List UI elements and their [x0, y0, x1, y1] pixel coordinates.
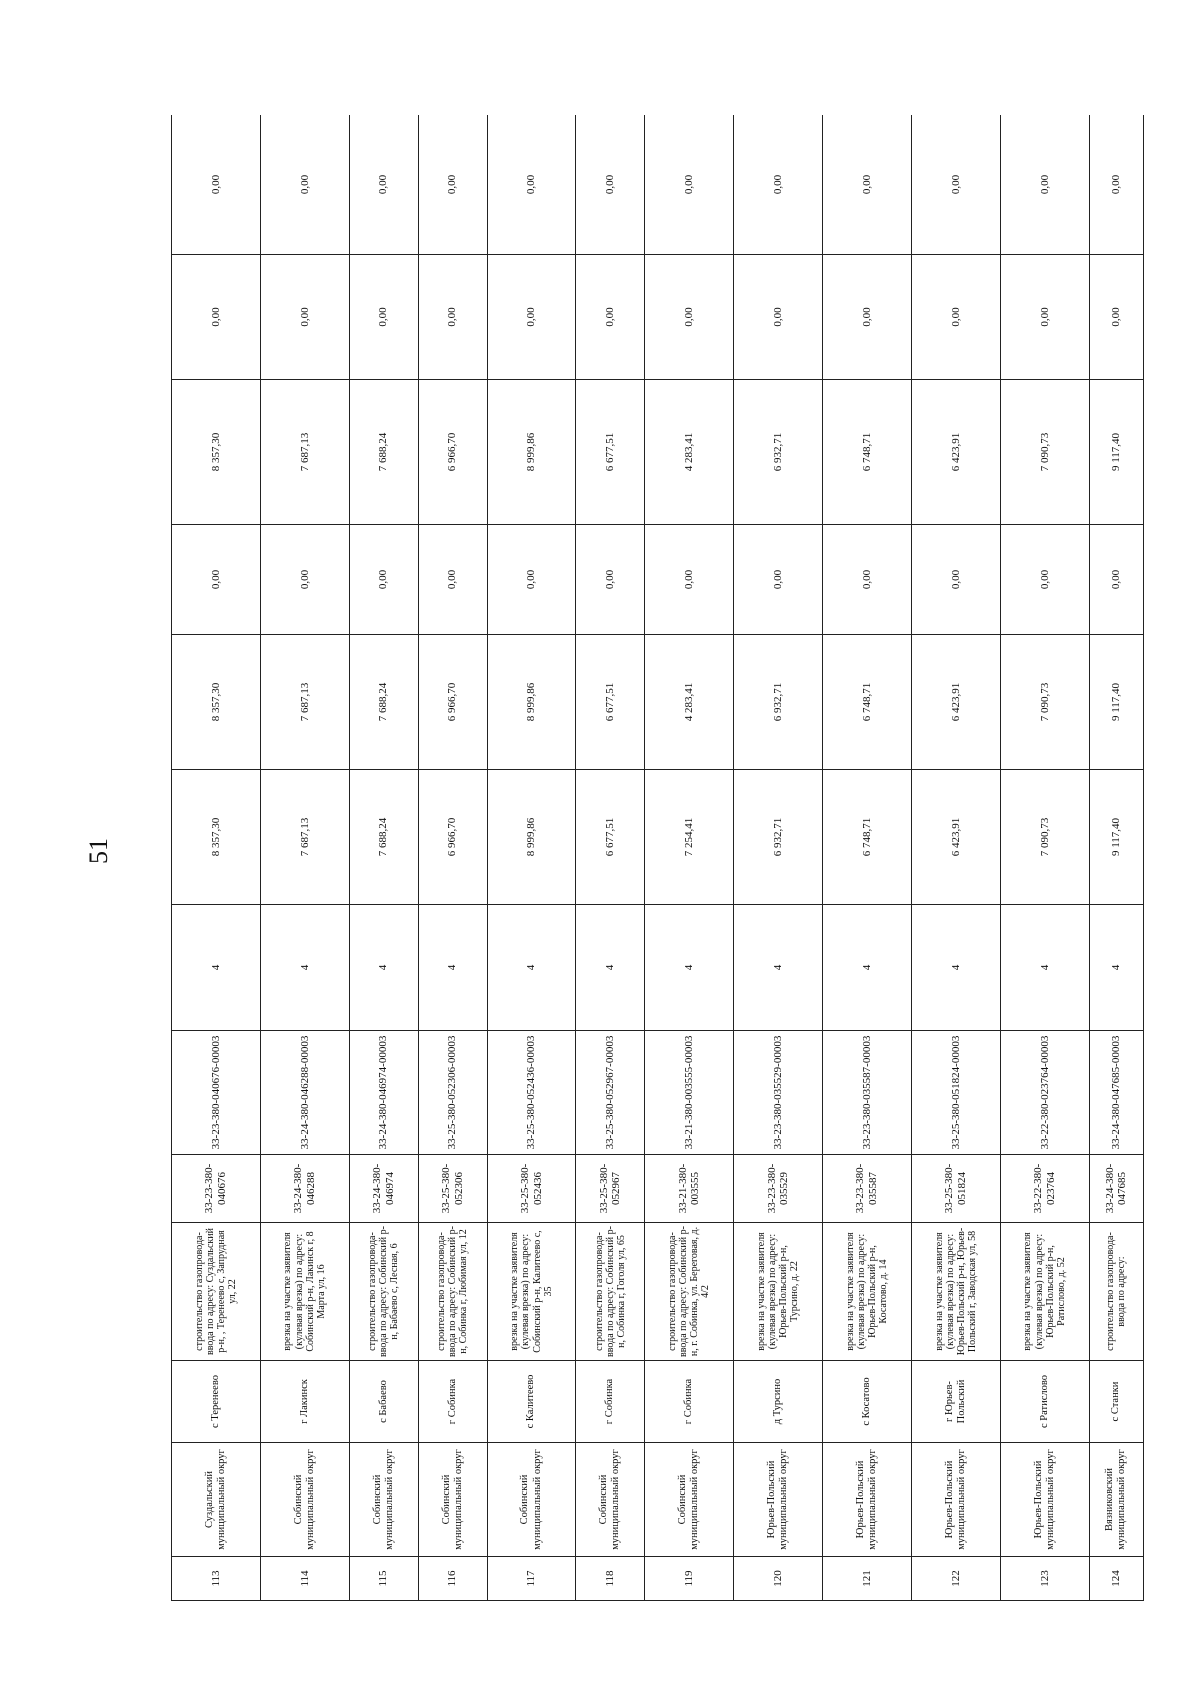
object-id-cell: 33-24-380-047685 — [1089, 1155, 1143, 1223]
work-description-cell: врезка на участке заявителя (кулевая врезка) по адресу: Собинский р-н, Калитеево с, 35 — [487, 1223, 576, 1361]
value-cell-5: 0,00 — [418, 255, 487, 380]
work-description-cell: строительство газопровода-ввода по адресу: Суздальский р-н, , Теренеево с, Запрудная ул, 22 — [172, 1223, 261, 1361]
value-cell-2: 7 687,13 — [260, 635, 349, 770]
municipality-cell: Юрьев-Польский муниципальный округ — [1000, 1443, 1089, 1557]
locality-cell: г Собинка — [576, 1361, 645, 1443]
value-cell-6: 0,00 — [349, 115, 418, 255]
value-cell-3: 0,00 — [172, 525, 261, 635]
work-description-cell: врезка на участке заявителя (кулевая врезка) по адресу: Юрьев-Польский р-н, Юрьев-Польский г, Заводская ул, 58 — [912, 1223, 1001, 1361]
value-cell-6: 0,00 — [418, 115, 487, 255]
row-number: 117 — [487, 1557, 576, 1601]
contract-id-cell: 33-25-380-052436-00003 — [487, 1031, 576, 1155]
value-cell-4: 8 999,86 — [487, 380, 576, 525]
contract-id-cell: 33-22-380-023764-00003 — [1000, 1031, 1089, 1155]
contract-id-cell: 33-23-380-035587-00003 — [823, 1031, 912, 1155]
row-number: 113 — [172, 1557, 261, 1601]
table-row — [349, 115, 418, 1601]
value-cell-2: 8 999,86 — [487, 635, 576, 770]
data-table — [171, 115, 1144, 1601]
locality-cell: г Лакинск — [260, 1361, 349, 1443]
value-cell-4: 4 283,41 — [645, 380, 734, 525]
value-cell-3: 0,00 — [418, 525, 487, 635]
locality-cell: д Турсино — [734, 1361, 823, 1443]
value-cell-5: 0,00 — [645, 255, 734, 380]
object-id-cell: 33-21-380-003555 — [645, 1155, 734, 1223]
table-row — [172, 115, 261, 1601]
value-cell-6: 0,00 — [1089, 115, 1143, 255]
work-description-cell: строительство газопровода-ввода по адресу: Собинский р-н, Собинка г, Гоголя ул, 65 — [576, 1223, 645, 1361]
value-cell-4: 7 687,13 — [260, 380, 349, 525]
municipality-cell: Юрьев-Польский муниципальный округ — [734, 1443, 823, 1557]
municipality-cell: Собинский муниципальный округ — [645, 1443, 734, 1557]
category-cell: 4 — [645, 905, 734, 1031]
value-cell-3: 0,00 — [1089, 525, 1143, 635]
value-cell-5: 0,00 — [349, 255, 418, 380]
contract-id-cell: 33-24-380-046974-00003 — [349, 1031, 418, 1155]
value-cell-3: 0,00 — [912, 525, 1001, 635]
object-id-cell: 33-23-380-035529 — [734, 1155, 823, 1223]
value-cell-4: 6 966,70 — [418, 380, 487, 525]
value-cell-2: 7 090,73 — [1000, 635, 1089, 770]
work-description-cell: врезка на участке заявителя (кулевая врезка) по адресу: Юрьев-Польский р-н, Ратислово, д. 52 — [1000, 1223, 1089, 1361]
value-cell-1: 6 677,51 — [576, 770, 645, 905]
value-cell-5: 0,00 — [823, 255, 912, 380]
work-description-cell: строительство газопровода-ввода по адресу: Собинский р-н, г. Собинка, ул. Береговая, д. 4/2 — [645, 1223, 734, 1361]
value-cell-6: 0,00 — [823, 115, 912, 255]
value-cell-5: 0,00 — [1000, 255, 1089, 380]
table-row — [912, 115, 1001, 1601]
row-number: 116 — [418, 1557, 487, 1601]
value-cell-2: 6 932,71 — [734, 635, 823, 770]
category-cell: 4 — [487, 905, 576, 1031]
row-number: 114 — [260, 1557, 349, 1601]
value-cell-4: 7 688,24 — [349, 380, 418, 525]
category-cell: 4 — [1000, 905, 1089, 1031]
value-cell-6: 0,00 — [172, 115, 261, 255]
municipality-cell: Собинский муниципальный округ — [349, 1443, 418, 1557]
object-id-cell: 33-25-380-052306 — [418, 1155, 487, 1223]
value-cell-4: 9 117,40 — [1089, 380, 1143, 525]
value-cell-5: 0,00 — [734, 255, 823, 380]
category-cell: 4 — [734, 905, 823, 1031]
value-cell-5: 0,00 — [912, 255, 1001, 380]
value-cell-2: 7 688,24 — [349, 635, 418, 770]
category-cell: 4 — [260, 905, 349, 1031]
table-row — [487, 115, 576, 1601]
value-cell-1: 8 357,30 — [172, 770, 261, 905]
page-number: 51 — [84, 838, 113, 864]
value-cell-2: 8 357,30 — [172, 635, 261, 770]
municipality-cell: Юрьев-Польский муниципальный округ — [912, 1443, 1001, 1557]
value-cell-6: 0,00 — [912, 115, 1001, 255]
value-cell-1: 8 999,86 — [487, 770, 576, 905]
value-cell-5: 0,00 — [487, 255, 576, 380]
locality-cell: с Косатово — [823, 1361, 912, 1443]
value-cell-6: 0,00 — [645, 115, 734, 255]
object-id-cell: 33-24-380-046974 — [349, 1155, 418, 1223]
category-cell: 4 — [912, 905, 1001, 1031]
value-cell-4: 6 932,71 — [734, 380, 823, 525]
locality-cell: с Станки — [1089, 1361, 1143, 1443]
work-description-cell: строительство газопровода-ввода по адресу: Собинский р-н, Собинка г, Любимая ул, 12 — [418, 1223, 487, 1361]
value-cell-1: 6 748,71 — [823, 770, 912, 905]
locality-cell: с Калитеево — [487, 1361, 576, 1443]
contract-id-cell: 33-23-380-035529-00003 — [734, 1031, 823, 1155]
value-cell-6: 0,00 — [1000, 115, 1089, 255]
value-cell-6: 0,00 — [260, 115, 349, 255]
value-cell-5: 0,00 — [1089, 255, 1143, 380]
value-cell-3: 0,00 — [576, 525, 645, 635]
table-row — [823, 115, 912, 1601]
contract-id-cell: 33-21-380-003555-00003 — [645, 1031, 734, 1155]
municipality-cell: Собинский муниципальный округ — [576, 1443, 645, 1557]
value-cell-2: 6 677,51 — [576, 635, 645, 770]
value-cell-2: 6 748,71 — [823, 635, 912, 770]
row-number: 115 — [349, 1557, 418, 1601]
municipality-cell: Собинский муниципальный округ — [418, 1443, 487, 1557]
contract-id-cell: 33-25-380-051824-00003 — [912, 1031, 1001, 1155]
locality-cell: г Собинка — [418, 1361, 487, 1443]
municipality-cell: Собинский муниципальный округ — [487, 1443, 576, 1557]
category-cell: 4 — [418, 905, 487, 1031]
value-cell-2: 6 966,70 — [418, 635, 487, 770]
row-number: 122 — [912, 1557, 1001, 1601]
value-cell-2: 9 117,40 — [1089, 635, 1143, 770]
work-description-cell: врезка на участке заявителя (кулевая врезка) по адресу: Юрьев-Польский р-н, Косатово, д. 14 — [823, 1223, 912, 1361]
value-cell-1: 6 423,91 — [912, 770, 1001, 905]
value-cell-4: 6 677,51 — [576, 380, 645, 525]
work-description-cell: строительство газопровода-ввода по адресу: — [1089, 1223, 1143, 1361]
value-cell-3: 0,00 — [260, 525, 349, 635]
work-description-cell: строительство газопровода-ввода по адресу: Собинский р-н, Бабаево с, Лесная, 6 — [349, 1223, 418, 1361]
locality-cell: г Собинка — [645, 1361, 734, 1443]
row-number: 119 — [645, 1557, 734, 1601]
table-row — [1000, 115, 1089, 1601]
locality-cell: г Юрьев-Польский — [912, 1361, 1001, 1443]
row-number: 121 — [823, 1557, 912, 1601]
municipality-cell: Вязниковский муниципальный округ — [1089, 1443, 1143, 1557]
value-cell-6: 0,00 — [487, 115, 576, 255]
table-row — [734, 115, 823, 1601]
table-row — [645, 115, 734, 1601]
value-cell-1: 7 090,73 — [1000, 770, 1089, 905]
value-cell-1: 7 254,41 — [645, 770, 734, 905]
object-id-cell: 33-23-380-040676 — [172, 1155, 261, 1223]
value-cell-4: 6 423,91 — [912, 380, 1001, 525]
value-cell-5: 0,00 — [172, 255, 261, 380]
value-cell-1: 6 966,70 — [418, 770, 487, 905]
category-cell: 4 — [349, 905, 418, 1031]
value-cell-2: 6 423,91 — [912, 635, 1001, 770]
table-row — [260, 115, 349, 1601]
work-description-cell: врезка на участке заявителя (кулевая врезка) по адресу: Юрьев-Польский р-н, Турсино, д. 22 — [734, 1223, 823, 1361]
value-cell-1: 7 688,24 — [349, 770, 418, 905]
contract-id-cell: 33-24-380-047685-00003 — [1089, 1031, 1143, 1155]
table-row — [418, 115, 487, 1601]
value-cell-5: 0,00 — [260, 255, 349, 380]
row-number: 120 — [734, 1557, 823, 1601]
category-cell: 4 — [1089, 905, 1143, 1031]
value-cell-3: 0,00 — [823, 525, 912, 635]
value-cell-4: 8 357,30 — [172, 380, 261, 525]
work-description-cell: врезка на участке заявителя (кулевая врезка) по адресу: Собинский р-н, Лакинск г, 8 Марта ул, 16 — [260, 1223, 349, 1361]
table-container — [171, 115, 1144, 1601]
object-id-cell: 33-25-380-051824 — [912, 1155, 1001, 1223]
value-cell-3: 0,00 — [349, 525, 418, 635]
value-cell-1: 9 117,40 — [1089, 770, 1143, 905]
row-number: 118 — [576, 1557, 645, 1601]
value-cell-4: 7 090,73 — [1000, 380, 1089, 525]
contract-id-cell: 33-24-380-046288-00003 — [260, 1031, 349, 1155]
table-body — [172, 115, 1144, 1601]
row-number: 124 — [1089, 1557, 1143, 1601]
value-cell-3: 0,00 — [645, 525, 734, 635]
municipality-cell: Юрьев-Польский муниципальный округ — [823, 1443, 912, 1557]
contract-id-cell: 33-25-380-052306-00003 — [418, 1031, 487, 1155]
contract-id-cell: 33-25-380-052967-00003 — [576, 1031, 645, 1155]
value-cell-6: 0,00 — [576, 115, 645, 255]
value-cell-4: 6 748,71 — [823, 380, 912, 525]
table-row — [576, 115, 645, 1601]
value-cell-6: 0,00 — [734, 115, 823, 255]
locality-cell: с Теренеево — [172, 1361, 261, 1443]
object-id-cell: 33-22-380-023764 — [1000, 1155, 1089, 1223]
rotated-table-frame — [171, 115, 1144, 1601]
locality-cell: с Ратислово — [1000, 1361, 1089, 1443]
locality-cell: с Бабаево — [349, 1361, 418, 1443]
category-cell: 4 — [823, 905, 912, 1031]
value-cell-2: 4 283,41 — [645, 635, 734, 770]
object-id-cell: 33-24-380-046288 — [260, 1155, 349, 1223]
value-cell-1: 7 687,13 — [260, 770, 349, 905]
municipality-cell: Суздальский муниципальный округ — [172, 1443, 261, 1557]
object-id-cell: 33-25-380-052436 — [487, 1155, 576, 1223]
table-row — [1089, 115, 1143, 1601]
value-cell-5: 0,00 — [576, 255, 645, 380]
object-id-cell: 33-25-380-052967 — [576, 1155, 645, 1223]
value-cell-1: 6 932,71 — [734, 770, 823, 905]
value-cell-3: 0,00 — [734, 525, 823, 635]
contract-id-cell: 33-23-380-040676-00003 — [172, 1031, 261, 1155]
object-id-cell: 33-23-380-035587 — [823, 1155, 912, 1223]
category-cell: 4 — [172, 905, 261, 1031]
value-cell-3: 0,00 — [487, 525, 576, 635]
municipality-cell: Собинский муниципальный округ — [260, 1443, 349, 1557]
value-cell-3: 0,00 — [1000, 525, 1089, 635]
row-number: 123 — [1000, 1557, 1089, 1601]
category-cell: 4 — [576, 905, 645, 1031]
